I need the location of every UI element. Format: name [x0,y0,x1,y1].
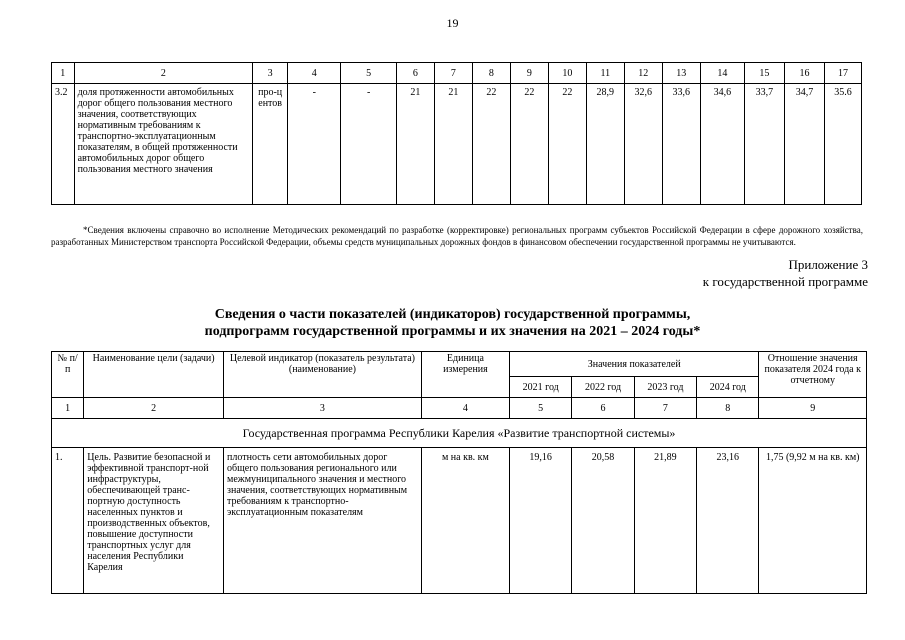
col-number: 8 [472,63,510,84]
annex-label: Приложение 3 [788,257,868,272]
col-number: 1 [52,398,84,419]
header-ratio: Отношение значения показателя 2024 года к отчетному [759,352,867,398]
value-cell: 33,7 [744,84,784,205]
value-cell: 22 [472,84,510,205]
indicator-name: доля протяженности автомобильных дорог общего пользования местного значения, соответствующих нормативным требованиям к транспортно-эксплуатационным показателям, в общей протяженности автомобильных дорог общего пользования местного значения [74,84,253,205]
col-number: 13 [662,63,700,84]
value-cell: 32,6 [624,84,662,205]
value-cell: 19,16 [510,448,572,594]
document-title-line1: Сведения о части показателей (индикаторов) государственной программы, [214,307,691,322]
col-number: 9 [759,398,867,419]
value-cell: 20,58 [572,448,634,594]
col-number: 9 [510,63,548,84]
col-number: 3 [224,398,422,419]
col-number: 11 [586,63,624,84]
footnote: *Сведения включены справочно во исполнение Методических рекомендаций по разработке (корректировке) региональных программ субъектов Российской Федерации в сфере дорожного хозяйства, разработанных Министерством транспорта Российской Федерации, объемы средств муниципальных дорожных фондов в финансовом обеспечении государственной программы не учитываются. [51,225,863,247]
col-number: 5 [510,398,572,419]
document-title-line2: подпрограмм государственной программы и их значения на 2021 – 2024 годы* [204,324,701,339]
value-cell: 34,6 [700,84,744,205]
program-row [52,419,867,448]
value-cell: 21,89 [634,448,696,594]
col-number: 14 [700,63,744,84]
ratio-cell: 1,75 (9,92 м на кв. км) [759,448,867,594]
header-values-group: Значения показателей [510,352,759,377]
value-cell: 33,6 [662,84,700,205]
header-unit: Единица измерения [421,352,509,398]
header-year: 2023 год [634,377,696,398]
unit: м на кв. км [421,448,509,594]
col-number: 10 [548,63,586,84]
page-number: 19 [446,16,459,30]
col-number: 6 [396,63,434,84]
col-number: 4 [288,63,341,84]
column-number-row [52,63,862,84]
col-number: 2 [74,63,253,84]
value-cell: 35.6 [824,84,861,205]
col-number: 1 [52,63,75,84]
header-row [52,352,867,377]
col-number: 2 [84,398,224,419]
unit: про-центов [253,84,288,205]
value-cell: 22 [510,84,548,205]
header-year: 2022 год [572,377,634,398]
annex-subtitle: к государственной программе [702,274,868,289]
indicator-text: плотность сети автомобильных дорог общего пользования регионального или межмуниципального значения и местного значения, соответствующих нормативным требованиям к транспортно-эксплуатационным показателям [224,448,422,594]
goal-text: Цель. Развитие безопасной и эффективной транспорт-ной инфраструктуры, обеспечивающей транс-портную доступность населенных пунктов и производственных объектов, повышение доступности транспортных услуг для населения Республики Карелия [84,448,224,594]
col-number: 7 [434,63,472,84]
col-number: 8 [697,398,759,419]
table-row [52,448,867,594]
header-indicator: Целевой индикатор (показатель результата) (наименование) [224,352,422,398]
header-num: № п/п [52,352,84,398]
value-cell: 21 [396,84,434,205]
col-number: 4 [421,398,509,419]
value-cell: 21 [434,84,472,205]
col-number: 6 [572,398,634,419]
indicators-table-continued [51,62,862,205]
row-number: 1. [52,448,84,594]
program-title: Государственная программа Республики Карелия «Развитие транспортной системы» [52,419,867,448]
table-row [52,84,862,205]
column-number-row [52,398,867,419]
header-goal: Наименование цели (задачи) [84,352,224,398]
col-number: 3 [253,63,288,84]
value-cell: - [341,84,396,205]
value-cell: 23,16 [697,448,759,594]
col-number: 15 [744,63,784,84]
value-cell: - [288,84,341,205]
value-cell: 28,9 [586,84,624,205]
col-number: 17 [824,63,861,84]
col-number: 12 [624,63,662,84]
col-number: 16 [784,63,824,84]
col-number: 5 [341,63,396,84]
indicators-table [51,351,867,594]
value-cell: 34,7 [784,84,824,205]
header-year: 2024 год [697,377,759,398]
header-year: 2021 год [510,377,572,398]
row-number: 3.2 [52,84,75,205]
value-cell: 22 [548,84,586,205]
col-number: 7 [634,398,696,419]
